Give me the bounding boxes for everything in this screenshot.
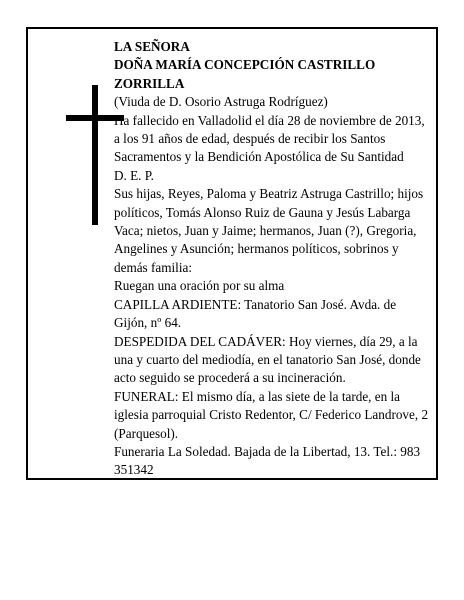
notice-heading: LA SEÑORA (114, 39, 190, 54)
death-announcement: Ha fallecido en Valladolid el día 28 de noviembre de 2013, a los 91 años de edad, después de recibir los Santos Sacramentos y la Bendición Apostólica de Su Santidad (114, 112, 425, 165)
farewell-info: DESPEDIDA DEL CADÁVER: Hoy viernes, día 29, a la una y cuarto del mediodía, en el tanatorio San José, donde acto seguido se procederá a su incineración. (114, 333, 421, 386)
obituary-text (114, 38, 432, 480)
prayer-request: Ruegan una oración por su alma (114, 278, 285, 294)
family-list: Sus hijas, Reyes, Paloma y Beatriz Astruga Castrillo; hijos políticos, Tomás Alonso Ruiz de Gauna y Jesús Labarga Vaca; nietos, Juan y Jaime; hermanos, Juan (?), Gregoria, Angelines y Asunción; hermanos políticos, sobrinos y demás familia: (114, 186, 424, 275)
funeral-info: FUNERAL: El mismo día, a las siete de la tarde, en la iglesia parroquial Cristo Redentor, C/ Federico Landrove, 2 (Parquesol). (114, 388, 429, 441)
cross-icon (92, 85, 98, 225)
chapel-info: CAPILLA ARDIENTE: Tanatorio San José. Avda. de Gijón, nº 64. (114, 296, 397, 331)
deceased-name: DOÑA MARÍA CONCEPCIÓN CASTRILLO ZORRILLA (114, 57, 376, 91)
funeral-home-info: Funeraria La Soledad. Bajada de la Libertad, 13. Tel.: 983 351342 (114, 443, 421, 478)
dep-line: D. E. P. (114, 167, 154, 183)
widow-line: (Viuda de D. Osorio Astruga Rodríguez) (114, 94, 328, 110)
